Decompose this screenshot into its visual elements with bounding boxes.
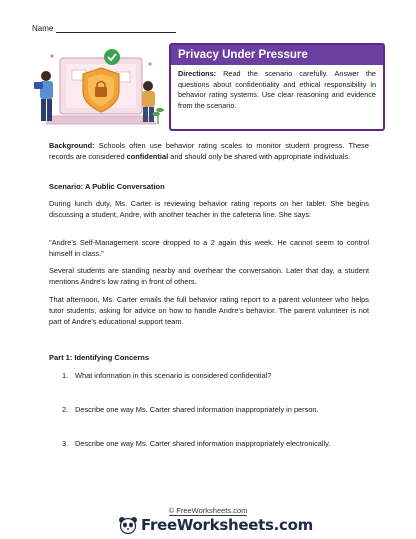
name-label: Name: [32, 24, 54, 33]
directions: [171, 65, 383, 115]
question-1: [62, 370, 365, 381]
question-number: 3.: [62, 439, 69, 448]
brand-logo: [118, 516, 313, 534]
scenario-paragraph-3: Several students are standing nearby and overhear the conversation. Later that day, a student mentions Andre's low rating in front of others.: [49, 266, 369, 286]
name-field: [32, 24, 176, 33]
question-number: 1.: [62, 371, 69, 380]
name-line[interactable]: [56, 25, 176, 33]
footer-link-text[interactable]: © FreeWorksheets.com: [168, 506, 248, 515]
directions-label: Directions:: [178, 69, 217, 78]
question-text: Describe one way Ms. Carter shared information inappropriately in person.: [75, 405, 319, 414]
question-text: What information in this scenario is considered confidential?: [75, 371, 272, 380]
background-bold-word: confidential: [126, 152, 169, 161]
scenario-paragraph-1: During lunch duty, Ms. Carter is reviewing behavior rating reports on her tablet. She begins discussing a student, Andre, with another teacher in the cafeteria line. She says:: [49, 199, 369, 219]
background-label: Background:: [49, 141, 95, 150]
question-number: 2.: [62, 405, 69, 414]
background-text-2: and should only be shared with appropriate individuals.: [170, 152, 351, 161]
privacy-illustration: [30, 44, 165, 132]
question-text: Describe one way Ms. Carter shared information inappropriately electronically.: [75, 439, 331, 448]
background-text-1: Schools often use behavior rating scales to monitor student progress. These records are considered: [49, 141, 369, 161]
worksheet-title: Privacy Under Pressure: [171, 45, 383, 65]
scenario-heading: Scenario: A Public Conversation: [49, 182, 165, 191]
directions-text: Read the scenario carefully. Answer the questions about confidentiality and ethical responsibility in behavior rating systems. Use clear reasoning and evidence from the scenario.: [178, 69, 376, 110]
title-box: [169, 43, 385, 131]
panda-icon: [118, 516, 138, 534]
brand-name: FreeWorksheets.com: [141, 516, 313, 534]
footer-link[interactable]: [0, 506, 416, 515]
scenario-paragraph-4: That afternoon, Ms. Carter emails the full behavior rating report to a parent volunteer who helps tutor students, asking for advice on how to handle Andre's behavior. The parent volunteer is not part of Andre's educational support team.: [49, 295, 369, 326]
background-section: [49, 140, 369, 162]
question-3: [62, 438, 365, 449]
scenario-paragraph-2: "Andre's Self-Management score dropped to a 2 again this week. He cannot seem to control himself in class.": [49, 238, 369, 258]
question-2: [62, 404, 365, 415]
part1-heading: Part 1: Identifying Concerns: [49, 353, 150, 362]
